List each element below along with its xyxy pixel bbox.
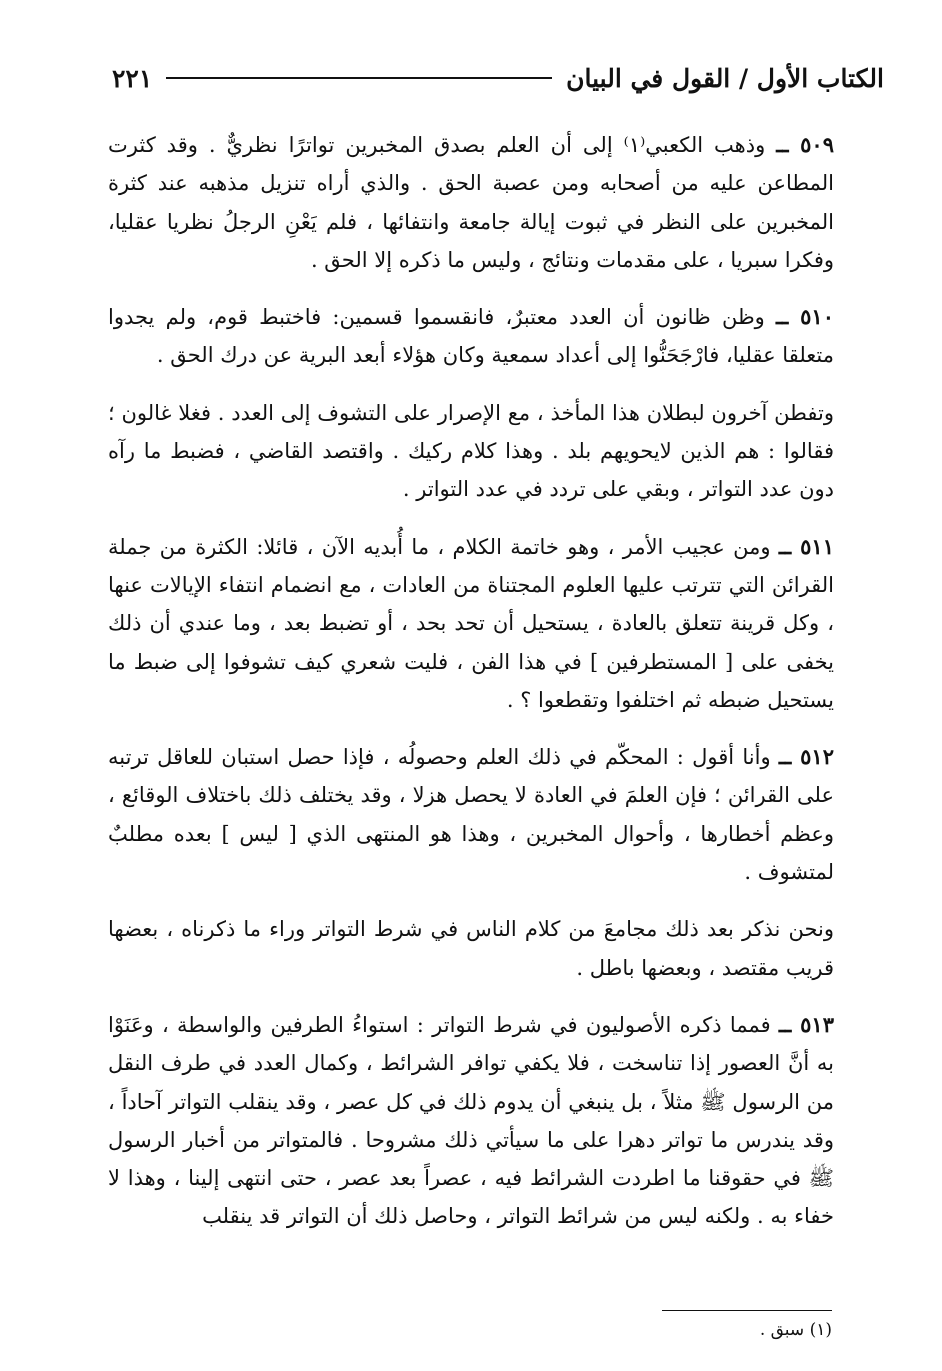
paragraph-510: [108, 298, 834, 375]
paragraph-text: وتفطن آخرون لبطلان هذا المأخذ ، مع الإصرار على التشوف إلى العدد . فغلا غالون ؛ فقالوا : هم الذين لايحويهم بلد . وهذا كلام ركيك . واقتصد القاضي ، فضبط ما رآه دون عدد التواتر ، وبقي على تردد في عدد التواتر .: [108, 400, 834, 502]
paragraph-number: ٥٠٩ ــ: [776, 132, 834, 157]
main-text: [108, 126, 834, 1255]
running-title: الكتاب الأول / القول في البيان: [566, 63, 884, 93]
paragraph-text: وأنا أقول : المحكّم في ذلك العلم وحصولُه ، فإذا حصل استبان للعاقل ترتبه على القرائن ؛ فإن العلمَ في العادة لا يحصل هزلا ، وقد يختلف ذلك باختلاف الوقائع ، وعظم أخطارها ، وأحوال المخبرين ، وهذا هو المنتهى الذي [ ليس ] بعده مطلبٌ لمتشوف .: [108, 745, 834, 885]
paragraph-text: وظن ظانون أن العدد معتبرٌ، فانقسموا قسمين: فاختبط قوم، ولم يجدوا متعلقا عقليا، فارْجَحَنُّوا إلى أعداد سمعية وكان هؤلاء أبعد البرية عن درك الحق .: [108, 305, 834, 368]
header-rule: [166, 77, 552, 79]
paragraph-number: ٥١٣ ــ: [778, 1011, 834, 1037]
paragraph-text: ومن عجيب الأمر ، وهو خاتمة الكلام ، ما أُبديه الآن ، قائلا: الكثرة من جملة القرائن التي تترتب عليها العلوم المجتناة من العادات ، مع انضمام انتفاء الإيالات عنها ، وكل قرينة تتعلق بالعادة ، يستحيل أن تحد بحد ، أو تضبط بعد ، وما عندي أن ذلك يخفى على [ المستطرفين ] في هذا الفن ، فليت شعري كيف تشوفوا إلى ضبط ما يستحيل ضبطه ثم اختلفوا وتقطعوا ؟ .: [108, 534, 834, 712]
paragraph-512-cont: [108, 910, 834, 987]
page-number: ٢٢١: [112, 63, 153, 93]
paragraph-text: فمما ذكره الأصوليون في شرط التواتر : استواءُ الطرفين والواسطة ، وعَنَوْا به أنَّ العصور إذا تناسخت ، فلا يكفي توافر الشرائط ، وكمال العدد في طرف النقل من الرسول ﷺ مثلاً ، بل ينبغي أن يدوم ذلك في كل عصر ، وقد ينقلب التواتر آحاداً ، وقد يندرس ما تواتر دهرا على ما سيأتي ذلك مشروحا . فالمتواتر من أخبار الرسول ﷺ في حقوقنا ما اطردت الشرائط فيه ، عصراً بعد عصر ، حتى انتهى إلينا ، وهذا لا خفاء به . ولكنه ليس من شرائط التواتر ، وحاصل ذلك أن التواتر قد ينقلب: [108, 1012, 834, 1229]
paragraph-text: وذهب الكعبي⁽١⁾ إلى أن العلم بصدق المخبرين تواترًا نظريٌّ . وقد كثرت المطاعن عليه من أصحابه ومن عصبة الحق . والذي أراه تنزيل مذهبه عند كثرة المخبرين على النظر في ثبوت إيالة جامعة وانتفائها ، فلم يَعْنِ الرجلُ نظريا عقليا، وفكرا سبريا ، على مقدمات ونتائج ، وليس ما ذكره إلا الحق .: [108, 133, 834, 272]
footnote: (١) سبق .: [759, 1320, 832, 1340]
paragraph-513: [108, 1006, 834, 1236]
paragraph-number: ٥١١ ــ: [778, 533, 834, 559]
paragraph-511: [108, 528, 834, 719]
page-header: [112, 58, 884, 98]
paragraph-text: ونحن نذكر بعد ذلك مجامعَ من كلام الناس في شرط التواتر وراء ما ذكرناه ، بعضها قريب مقتصد ، وبعضها باطل .: [108, 917, 834, 980]
paragraph-509: [108, 126, 834, 279]
paragraph-510-cont: [108, 394, 834, 509]
paragraph-number: ٥١٢ ــ: [778, 744, 834, 770]
paragraph-number: ٥١٠ ــ: [776, 304, 834, 330]
footnote-rule: [662, 1310, 832, 1311]
paragraph-512: [108, 738, 834, 891]
